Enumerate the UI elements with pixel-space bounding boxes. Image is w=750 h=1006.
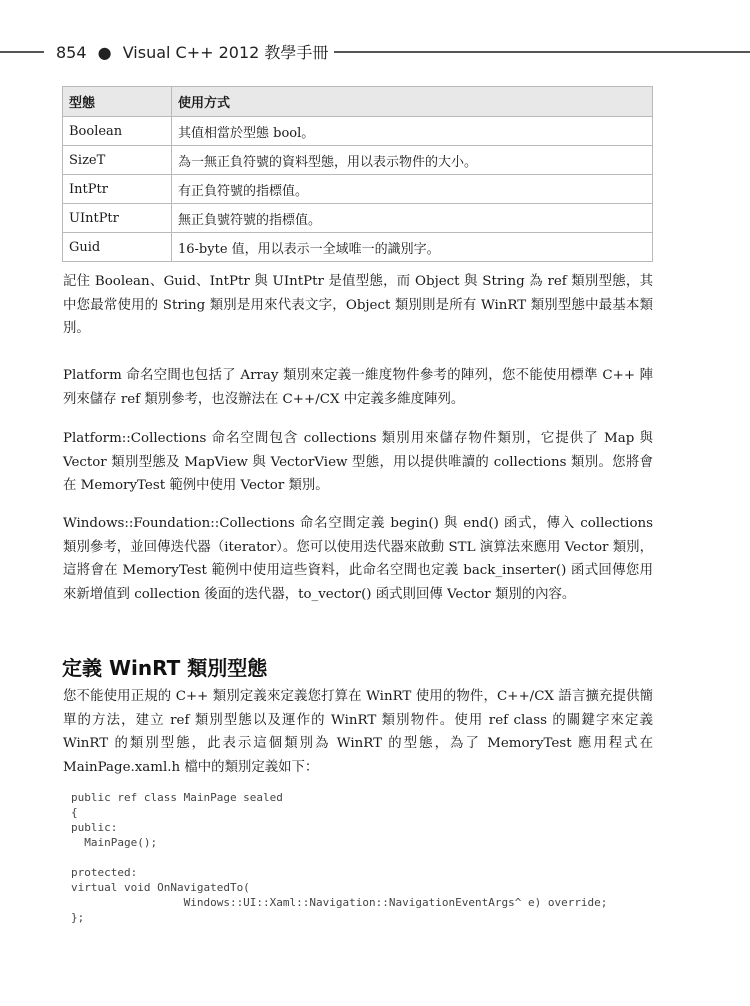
paragraph-platform-array: Platform 命名空間也包括了 Array 類別來定義一維度物件參考的陣列，您不能使用標準 C++ 陣列來儲存 ref 類別參考，也沒辦法在 C++/CX 中定義多維度陣列。 <box>63 368 653 407</box>
cell-type: Guid <box>63 233 172 262</box>
paragraph-platform-collections: Platform::Collections 命名空間包含 collections 類別用來儲存物件類別，它提供了 Map 與 Vector 類別型態及 MapView 與 VectorView 型態，用以提供唯讀的 collections 類別。您將會在 MemoryTest 範例中使用 Vector 類別。 <box>63 431 653 493</box>
table-row <box>63 233 653 262</box>
header-rule-right <box>334 51 750 53</box>
code-listing: public ref class MainPage sealed { public: MainPage(); protected: virtual void OnNavigatedTo( Windows::UI::Xaml::Navigation::NavigationEventArgs^ e) override; }; <box>71 791 608 924</box>
table-row <box>63 175 653 204</box>
cell-usage: 有正負符號的指標值。 <box>172 175 653 204</box>
book-title: Visual C++ 2012 教學手冊 <box>122 43 329 62</box>
paragraph-value-types: 記住 Boolean、Guid、IntPtr 與 UIntPtr 是值型態，而 Object 與 String 為 ref 類別型態，其中您最常使用的 String 類別是用來代表文字，Object 類別則是所有 WinRT 類別型態中最基本類別。 <box>63 274 653 336</box>
cell-usage: 為一無正負符號的資料型態，用以表示物件的大小。 <box>172 146 653 175</box>
cell-usage: 其值相當於型態 bool。 <box>172 117 653 146</box>
value-type-table <box>62 86 653 262</box>
header-text <box>56 40 328 63</box>
cell-usage: 16-byte 值，用以表示一全域唯一的識別字。 <box>172 233 653 262</box>
cell-type: Boolean <box>63 117 172 146</box>
column-header-type: 型態 <box>63 87 172 117</box>
table-header-row <box>63 87 653 117</box>
cell-type: SizeT <box>63 146 172 175</box>
header-bullet: ● <box>97 43 112 62</box>
table-row <box>63 117 653 146</box>
page-header <box>0 38 750 66</box>
paragraph-foundation-collections: Windows::Foundation::Collections 命名空間定義 begin() 與 end() 函式，傳入 collections 類別參考，並回傳迭代器（iterator）。您可以使用迭代器來啟動 STL 演算法來應用 Vector 類別，這將會在 MemoryTest 範例中使用這些資料，此命名空間也定義 back_inserter() 函式回傳您用來新增值到 collection 後面的迭代器，to_vector() 函式則回傳 Vector 類別的內容。 <box>63 516 653 602</box>
paragraph-define-types: 您不能使用正規的 C++ 類別定義來定義您打算在 WinRT 使用的物件，C++/CX 語言擴充提供簡單的方法，建立 ref 類別型態以及運作的 WinRT 類別物件。使用 ref class 的關鍵字來定義 WinRT 的類別型態，此表示這個類別為 WinRT 的型態，為了 MemoryTest 應用程式在 MainPage.xaml.h 檔中的類別定義如下： <box>63 689 653 775</box>
column-header-usage: 使用方式 <box>172 87 653 117</box>
cell-usage: 無正負號符號的指標值。 <box>172 204 653 233</box>
cell-type: UIntPtr <box>63 204 172 233</box>
cell-type: IntPtr <box>63 175 172 204</box>
section-heading: 定義 WinRT 類別型態 <box>62 656 268 680</box>
table-row <box>63 146 653 175</box>
table-row <box>63 204 653 233</box>
page-number: 854 <box>56 43 87 62</box>
header-rule-left <box>0 51 44 53</box>
